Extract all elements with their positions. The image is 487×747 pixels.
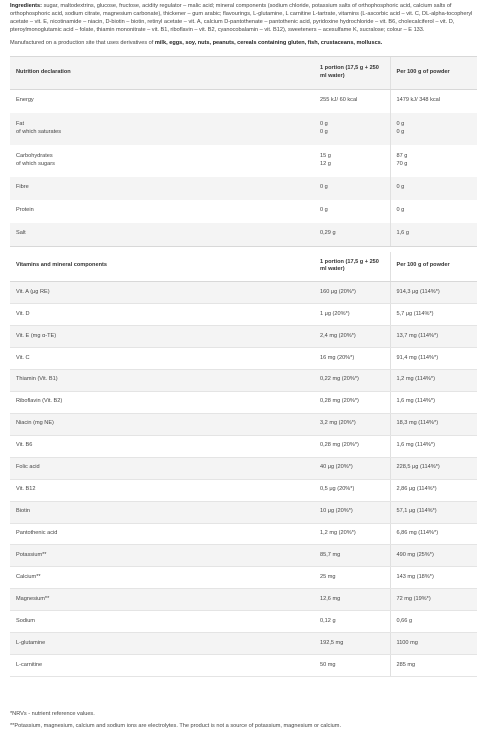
vitamin-per100: 914,3 μg (114%*) <box>390 282 477 304</box>
vitamin-per100: 13,7 mg (114%*) <box>390 326 477 348</box>
vitamin-portion: 16 mg (20%*) <box>314 348 390 370</box>
vitamin-portion: 0,28 mg (20%*) <box>314 435 390 457</box>
manufacturing-prefix: Manufactured on a production site that uses derivatives of <box>10 39 155 46</box>
vitamin-portion: 0,12 g <box>314 611 390 633</box>
vitamin-name: Sodium <box>10 611 314 633</box>
vitamin-per100: 143 mg (18%*) <box>390 567 477 589</box>
vitamin-portion: 1,2 mg (20%*) <box>314 523 390 545</box>
ingredients-label: Ingredients: <box>10 3 43 9</box>
sugars-portion: 12 g <box>320 160 331 167</box>
vitamin-row <box>10 457 477 479</box>
footnotes <box>10 711 341 735</box>
vitamin-portion: 0,28 mg (20%*) <box>314 391 390 413</box>
carbohydrates-portion: 15 g <box>320 152 331 159</box>
vitamin-name: Vit. C <box>10 348 314 370</box>
nutrition-row-carbohydrates <box>10 145 477 177</box>
fibre-per100: 0 g <box>390 177 477 200</box>
vitamin-per100: 72 mg (19%*) <box>390 589 477 611</box>
vitamin-portion: 3,2 mg (20%*) <box>314 413 390 435</box>
vitamin-name: Magnesium** <box>10 589 314 611</box>
vitamin-per100: 0,66 g <box>390 611 477 633</box>
vitamin-per100: 1,6 mg (114%*) <box>390 435 477 457</box>
fat-per100: 0 g <box>396 120 405 127</box>
vitamin-row <box>10 655 477 677</box>
nutrition-header-per100: Per 100 g of powder <box>390 56 477 89</box>
salt-per100: 1,6 g <box>390 223 477 246</box>
vitamins-minerals-table <box>10 252 477 677</box>
vitamin-name: Riboflavin (Vit. B2) <box>10 391 314 413</box>
ingredients-text <box>10 3 477 35</box>
vitamin-portion: 0,5 μg (20%*) <box>314 479 390 501</box>
saturates-portion: 0 g <box>320 128 328 135</box>
vitamin-per100: 1,2 mg (114%*) <box>390 369 477 391</box>
fat-name: Fat <box>16 120 25 127</box>
nutrition-header-portion: 1 portion (17,5 g + 250 ml water) <box>314 56 390 89</box>
energy-portion: 255 kJ/ 60 kcal <box>320 97 358 104</box>
vitamin-per100: 228,5 μg (114%*) <box>390 457 477 479</box>
nutrition-header-row <box>10 56 477 89</box>
vitamin-per100: 285 mg <box>390 655 477 677</box>
carbohydrates-name: Carbohydrates <box>16 152 53 159</box>
vitamin-name: Niacin (mg NE) <box>10 413 314 435</box>
vitamin-name: Folic acid <box>10 457 314 479</box>
vitamin-row <box>10 501 477 523</box>
vitamin-row <box>10 348 477 370</box>
vitamins-header-portion: 1 portion (17,5 g + 250 ml water) <box>314 252 390 282</box>
allergen-list: milk, eggs, soy, nuts, peanuts, cereals containing gluten, fish, crustaceans, molluscs. <box>154 39 383 46</box>
vitamin-portion: 0,22 mg (20%*) <box>314 369 390 391</box>
vitamin-portion: 12,6 mg <box>314 589 390 611</box>
vitamin-row <box>10 567 477 589</box>
energy-name: Energy <box>16 97 34 104</box>
nutrition-table <box>10 56 477 247</box>
vitamin-per100: 57,1 μg (114%*) <box>390 501 477 523</box>
vitamin-name: Potassium** <box>10 545 314 567</box>
vitamin-row <box>10 326 477 348</box>
vitamins-header-row <box>10 252 477 282</box>
vitamin-name: Thiamin (Vit. B1) <box>10 369 314 391</box>
vitamin-per100: 1,6 mg (114%*) <box>390 391 477 413</box>
vitamin-per100: 5,7 μg (114%*) <box>390 304 477 326</box>
carbohydrates-per100: 87 g <box>396 152 408 159</box>
vitamin-per100: 2,86 μg (114%*) <box>390 479 477 501</box>
vitamin-name: Calcium** <box>10 567 314 589</box>
vitamin-portion: 25 mg <box>314 567 390 589</box>
vitamin-name: L-glutamine <box>10 633 314 655</box>
vitamin-name: Pantothenic acid <box>10 523 314 545</box>
vitamin-name: Vit. B12 <box>10 479 314 501</box>
vitamin-portion: 1 μg (20%*) <box>314 304 390 326</box>
vitamin-row <box>10 391 477 413</box>
vitamin-row <box>10 523 477 545</box>
protein-per100: 0 g <box>390 200 477 223</box>
vitamin-per100: 91,4 mg (114%*) <box>390 348 477 370</box>
nutrition-row-protein <box>10 200 477 223</box>
fat-portion: 0 g <box>320 120 328 127</box>
nrv-footnote: *NRVs - nutrient reference values. <box>10 711 95 717</box>
protein-name: Protein <box>16 207 34 214</box>
vitamin-per100: 18,3 mg (114%*) <box>390 413 477 435</box>
ingredients-list: sugar, maltodextrins, glucose, fructose, acidity regulator – malic acid; mineral components (sodium chloride, potassium salts of orthophosphoric acid, calcium salts of orthophosphoric acid, sodium citrate, magnesium carbonate), thickener – gum arabic; flavourings, L-glutamine, L carnitine L-tartrate, vitamins (L-ascorbic acid – vit. C, DL-alpha-tocopheryl acetate – vit. E, nicotinamide – niacin, D-biotin – biotin, retinyl acetate – vit. A, calcium D-pantothenate – pantothenic acid, pyridoxine hydrochloride – vit. B6, cholecalciferol – vit. D, pteroylmonoglutamic acid – folate, thiamin mononitrate – vit. B1, riboflavin – vit. B2, cyanocobalamin – vit. B12), sweeteners – acesulfame K, sucralose; colour – E 133. <box>10 3 473 33</box>
protein-portion: 0 g <box>320 207 328 214</box>
vitamin-row <box>10 304 477 326</box>
vitamin-name: Vit. A (μg RE) <box>10 282 314 304</box>
vitamin-name: L-carnitine <box>10 655 314 677</box>
nutrition-row-fat <box>10 113 477 145</box>
vitamin-per100: 6,86 mg (114%*) <box>390 523 477 545</box>
sugars-name: of which sugars <box>16 160 55 167</box>
nutrition-row-energy <box>10 90 477 113</box>
vitamin-row <box>10 435 477 457</box>
vitamin-row <box>10 479 477 501</box>
nutrition-header-name: Nutrition declaration <box>10 56 314 89</box>
saturates-per100: 0 g <box>396 128 405 135</box>
vitamin-row <box>10 589 477 611</box>
vitamin-portion: 160 μg (20%*) <box>314 282 390 304</box>
manufacturing-note <box>10 40 477 48</box>
vitamin-portion: 85,7 mg <box>314 545 390 567</box>
vitamin-portion: 40 μg (20%*) <box>314 457 390 479</box>
vitamin-portion: 2,4 mg (20%*) <box>314 326 390 348</box>
energy-per100: 1479 kJ/ 348 kcal <box>390 90 477 113</box>
nutrition-row-fibre <box>10 177 477 200</box>
vitamins-header-per100: Per 100 g of powder <box>390 252 477 282</box>
vitamin-row <box>10 413 477 435</box>
vitamin-portion: 10 μg (20%*) <box>314 501 390 523</box>
salt-portion: 0,29 g <box>314 223 390 246</box>
vitamin-name: Vit. B6 <box>10 435 314 457</box>
fibre-name: Fibre <box>10 177 314 200</box>
saturates-name: of which saturates <box>16 128 62 135</box>
fibre-portion: 0 g <box>314 177 390 200</box>
salt-name: Salt <box>10 223 314 246</box>
vitamin-per100: 490 mg (25%*) <box>390 545 477 567</box>
vitamins-header-name: Vitamins and mineral components <box>10 252 314 282</box>
vitamin-row <box>10 545 477 567</box>
vitamin-portion: 192,5 mg <box>314 633 390 655</box>
vitamin-row <box>10 369 477 391</box>
vitamin-row <box>10 611 477 633</box>
electrolytes-footnote: **Potassium, magnesium, calcium and sodium ions are electrolytes. The product is not a source of potassium, magnesium or calcium. <box>10 722 342 729</box>
vitamin-row <box>10 282 477 304</box>
vitamin-name: Vit. D <box>10 304 314 326</box>
sugars-per100: 70 g <box>396 160 408 167</box>
vitamin-row <box>10 633 477 655</box>
vitamin-portion: 50 mg <box>314 655 390 677</box>
vitamin-name: Biotin <box>10 501 314 523</box>
nutrition-row-salt <box>10 223 477 246</box>
vitamin-per100: 1100 mg <box>390 633 477 655</box>
vitamin-name: Vit. E (mg α-TE) <box>10 326 314 348</box>
